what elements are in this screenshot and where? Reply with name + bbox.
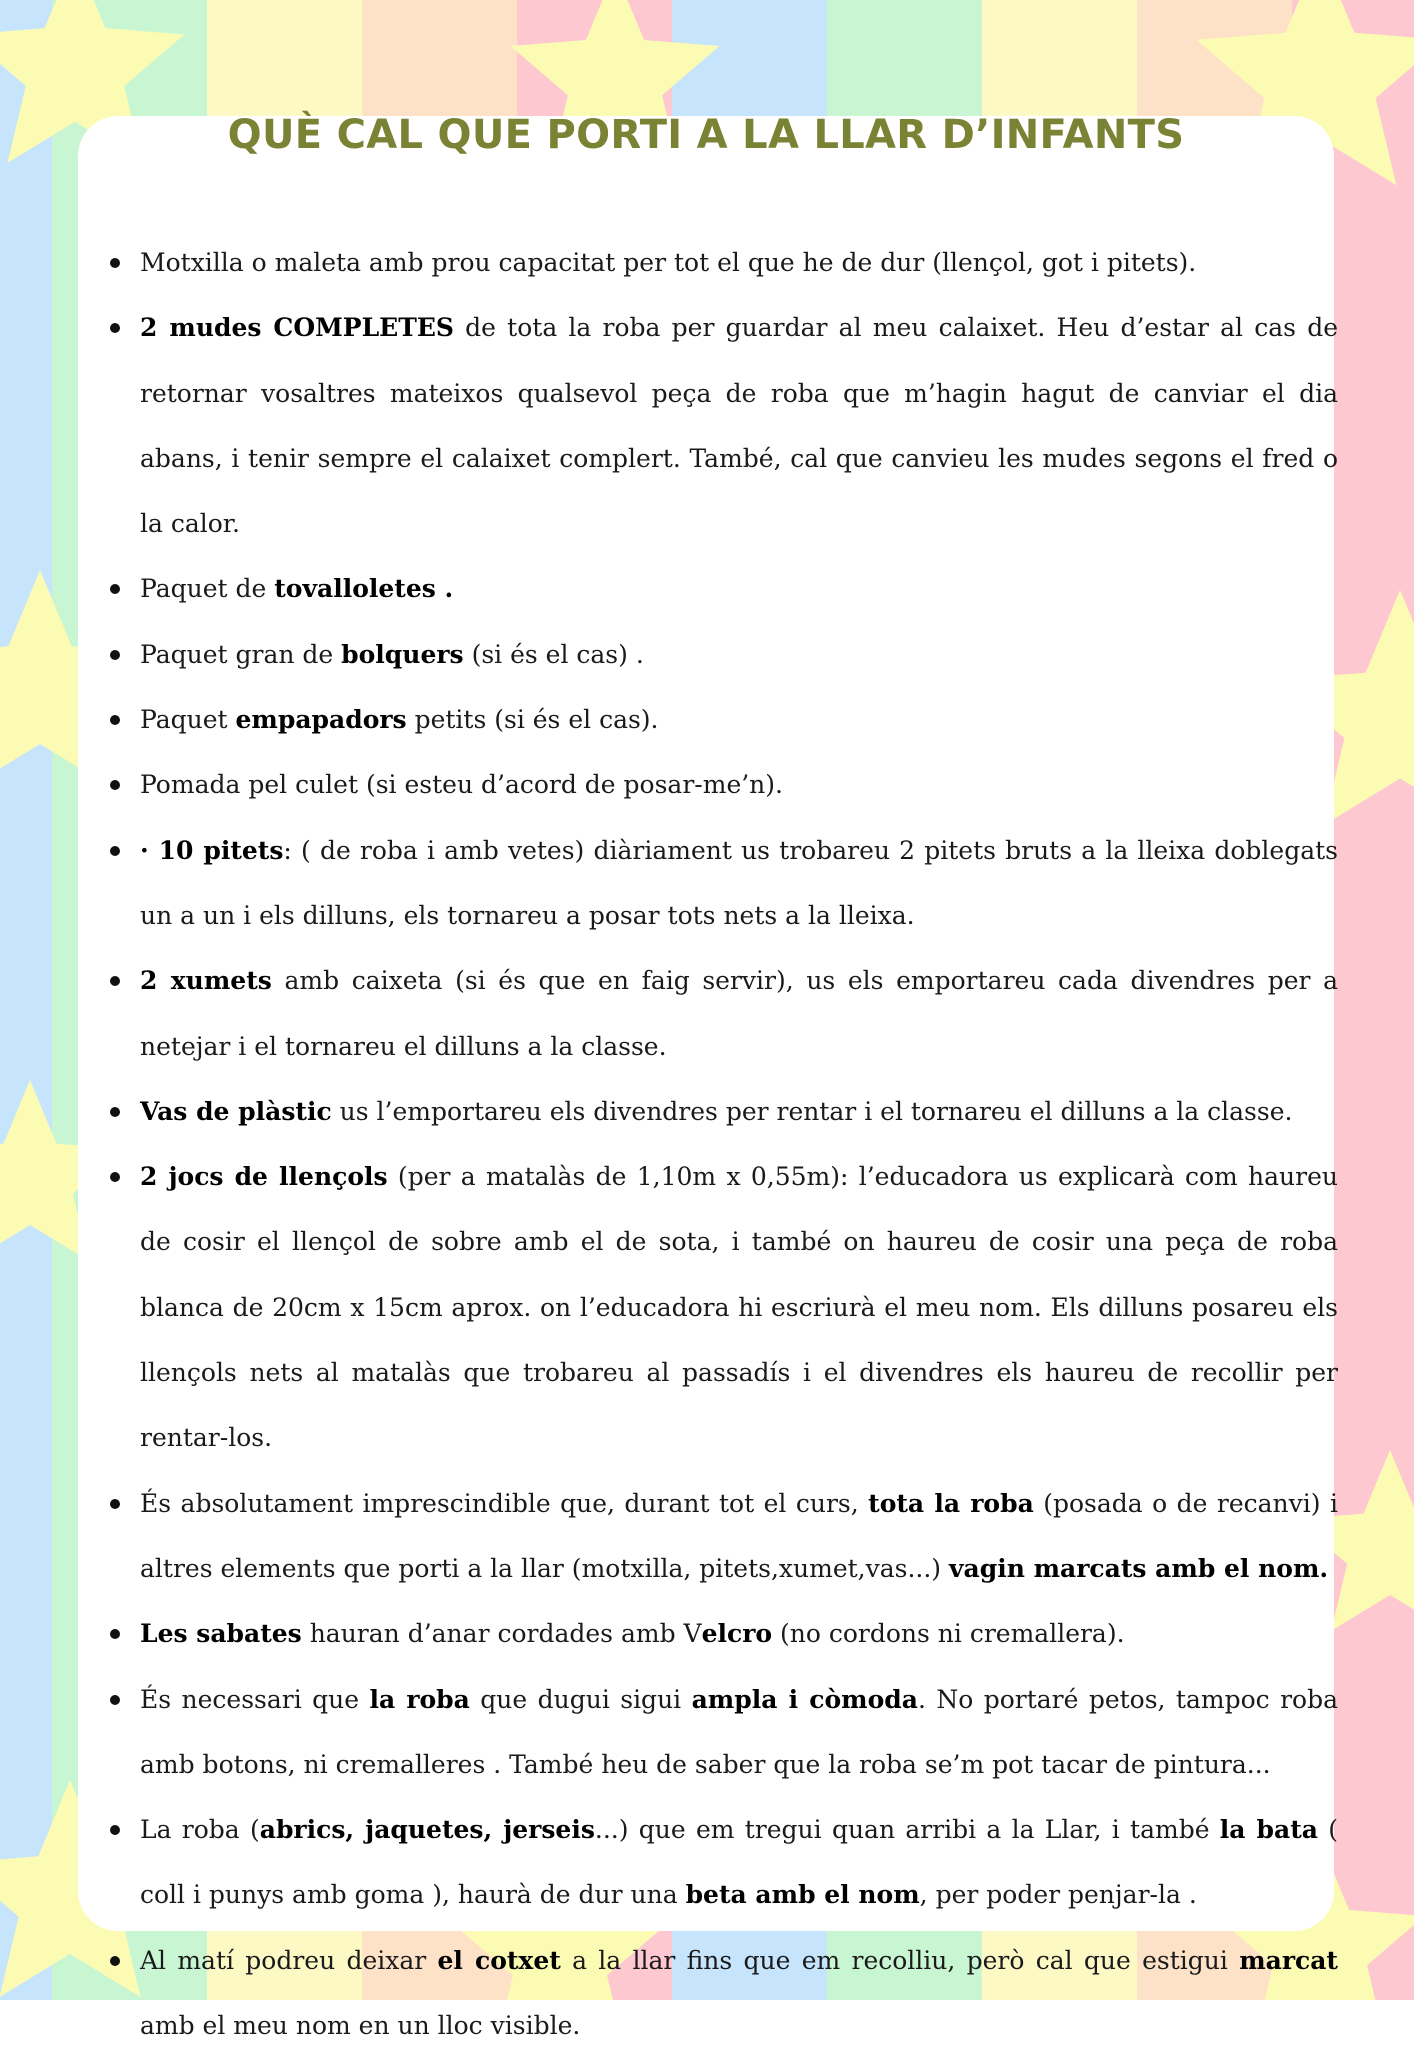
list-item [140, 948, 1338, 1079]
item-text: a la llar fins que em recolliu, però cal que estigui [560, 1945, 1240, 1975]
emphasis-text: 2 xumets [140, 966, 272, 996]
list-item [140, 687, 1338, 752]
item-text: Paquet [140, 705, 236, 735]
item-text: Pomada pel culet (si esteu d’acord de posar-me’n). [140, 770, 783, 800]
item-text: (per a matalàs de 1,10m x 0,55m): l’educadora us explicarà com haureu de cosir el llençol de sobre amb el de sota, i també on haureu de cosir una peça de roba blanca de 20cm x 15cm aprox. on l’educadora hi escriurà el meu nom. Els dilluns posareu els llençols nets al matalàs que trobareu al passadís i el divendres els haureu de recollir per rentar-los. [140, 1162, 1338, 1453]
emphasis-text: marcat [1239, 1945, 1338, 1975]
item-text: Paquet de [140, 574, 275, 604]
item-text: hauran d’anar cordades amb V [301, 1619, 702, 1649]
list-item [140, 752, 1338, 817]
item-text: És absolutament imprescindible que, durant tot el curs, [140, 1488, 869, 1518]
item-text: amb caixeta (si és que en faig servir), us els emportareu cada divendres per a netejar i el tornareu el dilluns a la classe. [140, 966, 1338, 1061]
list-item [140, 295, 1338, 556]
emphasis-text: elcro [701, 1619, 773, 1649]
item-text: . No portaré petos, tampoc roba amb botons, ni cremalleres . També heu de saber que la roba se’m pot tacar de pintura... [140, 1684, 1338, 1779]
emphasis-text: la bata [1219, 1815, 1318, 1845]
emphasis-text: bolquers [341, 639, 464, 669]
list-item [140, 1471, 1338, 1602]
emphasis-text: · 10 pitets [140, 835, 284, 865]
item-text: de tota la roba per guardar al meu calaixet. Heu d’estar al cas de retornar vosaltres mateixos qualsevol peça de roba que m’hagin hagut de canviar el dia abans, i tenir sempre el calaixet complert. També, cal que canvieu les mudes segons el fred o la calor. [140, 313, 1339, 539]
item-text: Paquet gran de [140, 639, 342, 669]
item-text: (posada o de recanvi) i altres elements que porti a la llar (motxilla, pitets,xumet,vas...) [140, 1488, 1338, 1583]
emphasis-text: 2 mudes COMPLETES [140, 313, 454, 343]
item-text: petits (si és el cas). [406, 705, 659, 735]
list-item [140, 1928, 1338, 2058]
list-item [140, 1601, 1338, 1666]
emphasis-text: abrics, jaquetes, jerseis [259, 1815, 595, 1845]
item-text: que dugui sigui [469, 1684, 692, 1714]
item-text: (si és el cas) . [463, 639, 644, 669]
item-text: ...) que em tregui quan arribi a la Llar, i també [594, 1815, 1220, 1845]
emphasis-text: tovalloletes . [274, 574, 454, 604]
emphasis-text: 2 jocs de llençols [140, 1162, 388, 1192]
list-item [140, 556, 1338, 621]
emphasis-text: beta amb el nom [685, 1880, 920, 1910]
item-text: És necessari que [140, 1684, 370, 1714]
list-item [140, 1797, 1338, 1928]
emphasis-text: Vas de plàstic [140, 1096, 332, 1126]
page-title: QUÈ CAL QUE PORTI A LA LLAR D’INFANTS [227, 112, 1185, 158]
list-item [140, 622, 1338, 687]
emphasis-text: la roba [369, 1684, 470, 1714]
item-text: : ( de roba i amb vetes) diàriament us trobareu 2 pitets bruts a la lleixa doblegats un a un i els dilluns, els tornareu a posar tots nets a la lleixa. [140, 835, 1338, 930]
background-stripe [0, 0, 53, 2000]
emphasis-text: vagin marcats amb el nom. [949, 1553, 1329, 1583]
emphasis-text: ampla i còmoda [691, 1684, 918, 1714]
list-item [140, 230, 1338, 295]
item-text: amb el meu nom en un lloc visible. [140, 2011, 581, 2041]
emphasis-text: Les sabates [140, 1619, 302, 1649]
item-text: Motxilla o maleta amb prou capacitat per tot el que he de dur (llençol, got i pitets). [140, 248, 1197, 277]
item-text: , per poder penjar-la . [919, 1880, 1197, 1910]
item-text: ( coll i punys amb goma ), haurà de dur una [140, 1815, 1338, 1910]
item-text: us l’emportareu els divendres per rentar i el tornareu el dilluns a la classe. [331, 1096, 1293, 1126]
item-text: La roba ( [140, 1815, 260, 1845]
emphasis-text: tota la roba [868, 1488, 1034, 1518]
list-item [140, 1144, 1338, 1470]
checklist [140, 230, 1338, 2058]
list-item [140, 1079, 1338, 1144]
item-text: Al matí podreu deixar [140, 1945, 438, 1975]
emphasis-text: el cotxet [437, 1945, 561, 1975]
emphasis-text: empapadors [235, 705, 407, 735]
item-text: (no cordons ni cremallera). [772, 1619, 1125, 1649]
list-item [140, 818, 1338, 949]
list-item [140, 1667, 1338, 1798]
